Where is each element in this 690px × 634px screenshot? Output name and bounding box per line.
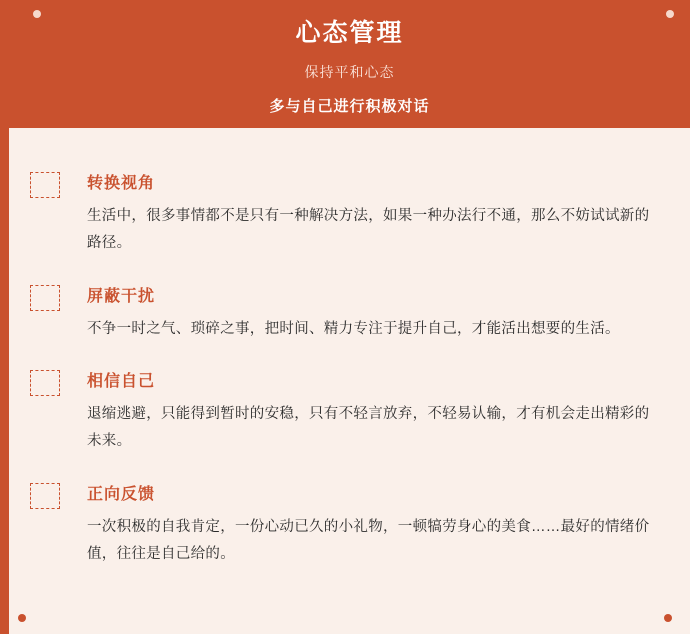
- checkbox-item-4[interactable]: [30, 483, 60, 509]
- list-item-body: [87, 481, 660, 568]
- checkbox-item-2[interactable]: [30, 285, 60, 311]
- left-accent-bar: [0, 0, 9, 634]
- checkbox-item-1[interactable]: [30, 172, 60, 198]
- list-item-text: 一次积极的自我肯定，一份心动已久的小礼物，一顿犒劳身心的美食……最好的情绪价值，往往是自己给的。: [87, 519, 650, 562]
- page-subtitle: 保持平和心态: [304, 64, 395, 80]
- decorative-dot-bottom-left: [18, 614, 26, 622]
- poster-header: [9, 0, 690, 128]
- decorative-dot-top-right: [666, 10, 674, 18]
- checklist: [9, 128, 690, 634]
- decorative-dot-top-left: [33, 10, 41, 18]
- list-item: [30, 368, 660, 455]
- list-item-title: 转换视角: [87, 175, 156, 192]
- list-item: [30, 481, 660, 568]
- list-item-title: 相信自己: [87, 373, 156, 391]
- list-item-text: 不争一时之气、琐碎之事，把时间、精力专注于提升自己，才能活出想要的生活。: [87, 320, 620, 337]
- decorative-dot-bottom-right: [664, 614, 672, 622]
- list-item-title: 正向反馈: [87, 486, 156, 504]
- page-title: 心态管理: [295, 19, 404, 47]
- list-item-body: [87, 283, 660, 343]
- list-item-text: 生活中，很多事情都不是只有一种解决方法，如果一种办法行不通，那么不妨试试新的路径。: [87, 208, 650, 251]
- list-item-text: 退缩逃避，只能得到暂时的安稳，只有不轻言放弃，不轻易认输，才有机会走出精彩的未来。: [87, 406, 650, 450]
- list-item-body: [87, 368, 660, 455]
- list-item: [30, 170, 660, 257]
- page-tagline: 多与自己进行积极对话: [269, 98, 430, 115]
- list-item-title: 屏蔽干扰: [87, 287, 156, 305]
- checkbox-item-3[interactable]: [30, 370, 60, 396]
- list-item: [30, 283, 660, 343]
- list-item-body: [87, 170, 660, 257]
